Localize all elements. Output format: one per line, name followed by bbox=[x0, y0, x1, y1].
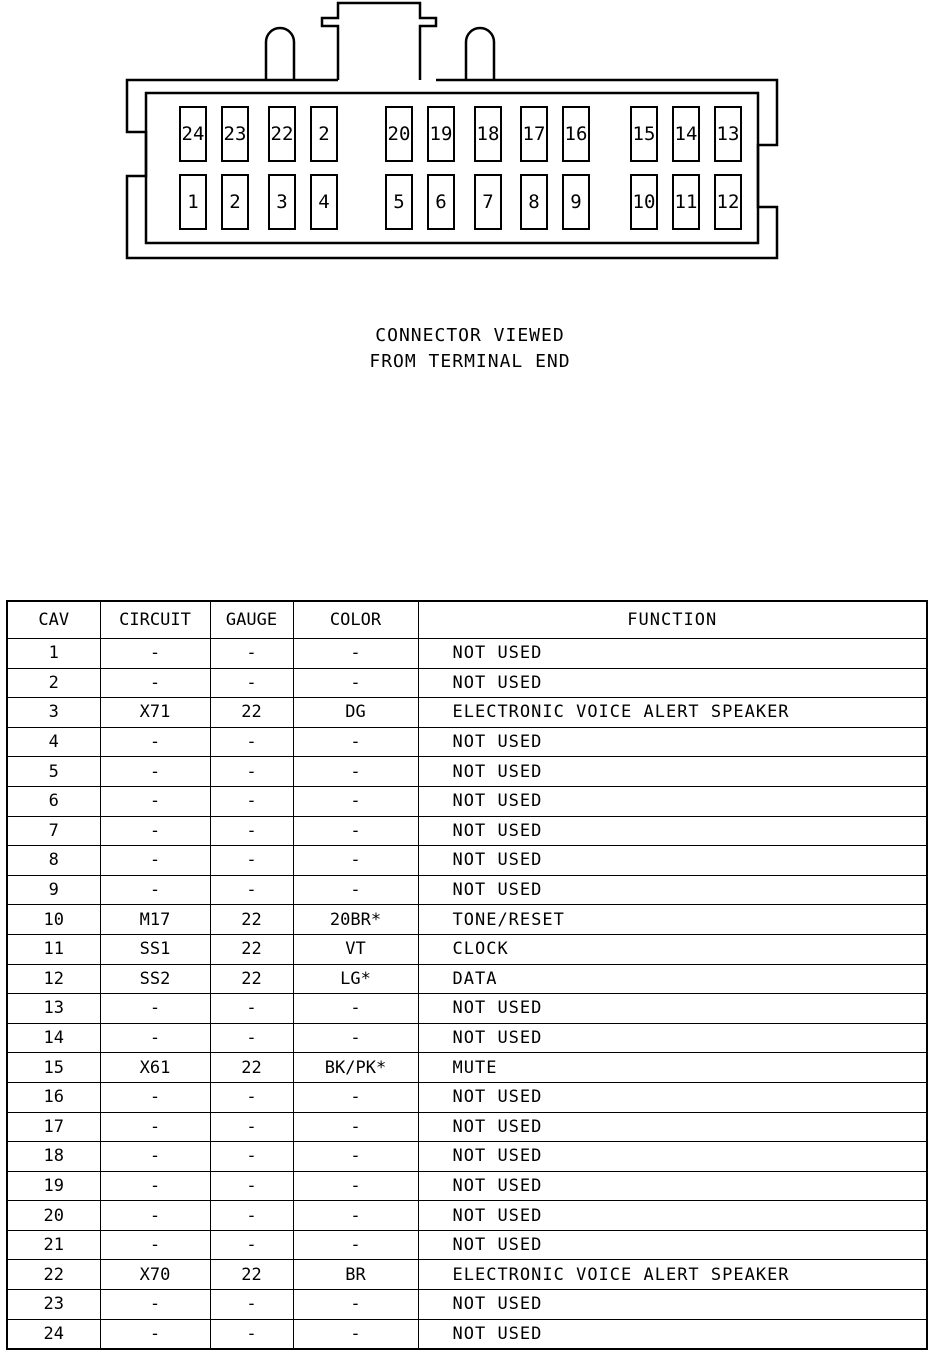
cell-gauge: - bbox=[210, 1201, 293, 1231]
pin-cavity bbox=[521, 107, 547, 161]
cell-function: MUTE bbox=[418, 1053, 927, 1083]
cell-color: BK/PK* bbox=[293, 1053, 418, 1083]
cell-color: DG bbox=[293, 698, 418, 728]
table-row bbox=[7, 786, 927, 816]
cell-cav: 8 bbox=[7, 846, 100, 876]
cell-function: NOT USED bbox=[418, 727, 927, 757]
pin-number: 12 bbox=[716, 191, 740, 213]
pin-cavity bbox=[269, 175, 295, 229]
pin-number: 22 bbox=[270, 123, 294, 145]
cell-cav: 22 bbox=[7, 1260, 100, 1290]
cell-gauge: - bbox=[210, 846, 293, 876]
cell-color: - bbox=[293, 1112, 418, 1142]
header-circuit: CIRCUIT bbox=[100, 601, 210, 639]
pin-cavity bbox=[715, 175, 741, 229]
pin-number: 7 bbox=[482, 191, 494, 213]
caption-line-1: CONNECTOR VIEWED bbox=[375, 325, 565, 346]
cell-cav: 16 bbox=[7, 1082, 100, 1112]
cell-function: NOT USED bbox=[418, 1082, 927, 1112]
cell-cav: 24 bbox=[7, 1319, 100, 1349]
cell-circuit: X61 bbox=[100, 1053, 210, 1083]
header-gauge: GAUGE bbox=[210, 601, 293, 639]
cell-gauge: - bbox=[210, 1290, 293, 1320]
pin-number: 16 bbox=[564, 123, 588, 145]
pin-number: 10 bbox=[632, 191, 656, 213]
table-row bbox=[7, 875, 927, 905]
cell-color: - bbox=[293, 786, 418, 816]
cell-gauge: - bbox=[210, 1023, 293, 1053]
cell-circuit: - bbox=[100, 816, 210, 846]
pin-number: 2 bbox=[229, 191, 241, 213]
cell-function: ELECTRONIC VOICE ALERT SPEAKER bbox=[418, 698, 927, 728]
cell-color: - bbox=[293, 1023, 418, 1053]
cell-circuit: - bbox=[100, 1201, 210, 1231]
pin-cavity bbox=[631, 107, 657, 161]
cell-color: - bbox=[293, 1082, 418, 1112]
table-row bbox=[7, 1023, 927, 1053]
header-color: COLOR bbox=[293, 601, 418, 639]
cell-cav: 20 bbox=[7, 1201, 100, 1231]
table-row bbox=[7, 846, 927, 876]
pin-number: 2 bbox=[318, 123, 330, 145]
cell-circuit: - bbox=[100, 1112, 210, 1142]
cell-color: VT bbox=[293, 934, 418, 964]
cell-gauge: - bbox=[210, 994, 293, 1024]
cell-gauge: - bbox=[210, 816, 293, 846]
cell-gauge: - bbox=[210, 1112, 293, 1142]
cell-cav: 18 bbox=[7, 1142, 100, 1172]
pin-cavity bbox=[475, 107, 501, 161]
cell-color: - bbox=[293, 1201, 418, 1231]
pin-cavity bbox=[386, 175, 412, 229]
cell-circuit: - bbox=[100, 994, 210, 1024]
cell-function: CLOCK bbox=[418, 934, 927, 964]
cell-function: NOT USED bbox=[418, 1142, 927, 1172]
cell-circuit: - bbox=[100, 668, 210, 698]
cell-gauge: - bbox=[210, 727, 293, 757]
table-row bbox=[7, 757, 927, 787]
cell-gauge: 22 bbox=[210, 934, 293, 964]
cell-color: - bbox=[293, 639, 418, 669]
table-row bbox=[7, 934, 927, 964]
cell-gauge: 22 bbox=[210, 964, 293, 994]
pin-number: 19 bbox=[429, 123, 453, 145]
cell-function: NOT USED bbox=[418, 846, 927, 876]
cell-function: NOT USED bbox=[418, 875, 927, 905]
pin-number: 23 bbox=[223, 123, 247, 145]
cell-circuit: - bbox=[100, 786, 210, 816]
cell-circuit: - bbox=[100, 1290, 210, 1320]
cell-cav: 13 bbox=[7, 994, 100, 1024]
cell-color: BR bbox=[293, 1260, 418, 1290]
cell-color: - bbox=[293, 757, 418, 787]
connector-left-tab bbox=[266, 28, 294, 80]
table-row bbox=[7, 964, 927, 994]
pin-cavity bbox=[311, 107, 337, 161]
cell-cav: 7 bbox=[7, 816, 100, 846]
cell-cav: 12 bbox=[7, 964, 100, 994]
cell-function: NOT USED bbox=[418, 1201, 927, 1231]
cell-color: - bbox=[293, 1142, 418, 1172]
table-row bbox=[7, 1319, 927, 1349]
pin-number: 6 bbox=[435, 191, 447, 213]
table-row bbox=[7, 1290, 927, 1320]
cell-function: NOT USED bbox=[418, 1171, 927, 1201]
connector-inner-face bbox=[146, 93, 758, 243]
cell-cav: 21 bbox=[7, 1230, 100, 1260]
cell-function: NOT USED bbox=[418, 816, 927, 846]
connector-right-tab bbox=[466, 28, 494, 80]
cell-function: TONE/RESET bbox=[418, 905, 927, 935]
cell-gauge: - bbox=[210, 1230, 293, 1260]
cell-circuit: - bbox=[100, 1142, 210, 1172]
cell-gauge: - bbox=[210, 1142, 293, 1172]
cell-function: NOT USED bbox=[418, 757, 927, 787]
pin-number: 14 bbox=[674, 123, 698, 145]
table-row bbox=[7, 1142, 927, 1172]
pin-cavity bbox=[673, 107, 699, 161]
pin-cavity bbox=[631, 175, 657, 229]
table-header-row bbox=[7, 601, 927, 639]
cell-gauge: - bbox=[210, 1319, 293, 1349]
cell-circuit: SS2 bbox=[100, 964, 210, 994]
table-row bbox=[7, 668, 927, 698]
cell-cav: 14 bbox=[7, 1023, 100, 1053]
cell-color: - bbox=[293, 1319, 418, 1349]
cell-cav: 9 bbox=[7, 875, 100, 905]
cell-circuit: SS1 bbox=[100, 934, 210, 964]
table-row bbox=[7, 1230, 927, 1260]
pin-number: 13 bbox=[716, 123, 740, 145]
table-row bbox=[7, 994, 927, 1024]
pins-top-row bbox=[180, 107, 741, 161]
pin-number: 18 bbox=[476, 123, 500, 145]
pin-cavity bbox=[180, 175, 206, 229]
cell-color: - bbox=[293, 668, 418, 698]
cell-function: NOT USED bbox=[418, 1112, 927, 1142]
cell-function: NOT USED bbox=[418, 668, 927, 698]
cell-function: DATA bbox=[418, 964, 927, 994]
table-row bbox=[7, 1082, 927, 1112]
cell-function: ELECTRONIC VOICE ALERT SPEAKER bbox=[418, 1260, 927, 1290]
table-row bbox=[7, 639, 927, 669]
cell-cav: 19 bbox=[7, 1171, 100, 1201]
cell-function: NOT USED bbox=[418, 994, 927, 1024]
pin-number: 15 bbox=[632, 123, 656, 145]
pin-cavity bbox=[428, 107, 454, 161]
pin-cavity bbox=[311, 175, 337, 229]
cell-cav: 15 bbox=[7, 1053, 100, 1083]
cell-color: - bbox=[293, 846, 418, 876]
cell-color: - bbox=[293, 816, 418, 846]
cell-function: NOT USED bbox=[418, 639, 927, 669]
cell-cav: 11 bbox=[7, 934, 100, 964]
table-row bbox=[7, 905, 927, 935]
pin-number: 1 bbox=[187, 191, 199, 213]
cell-circuit: - bbox=[100, 1319, 210, 1349]
table-row bbox=[7, 1171, 927, 1201]
pin-cavity bbox=[180, 107, 206, 161]
cell-gauge: 22 bbox=[210, 1260, 293, 1290]
cell-function: NOT USED bbox=[418, 786, 927, 816]
cell-cav: 4 bbox=[7, 727, 100, 757]
table-row bbox=[7, 1201, 927, 1231]
cell-cav: 3 bbox=[7, 698, 100, 728]
cell-color: - bbox=[293, 1171, 418, 1201]
cell-color: - bbox=[293, 727, 418, 757]
cell-gauge: 22 bbox=[210, 698, 293, 728]
cell-circuit: - bbox=[100, 1230, 210, 1260]
pin-number: 24 bbox=[181, 123, 205, 145]
connector-diagram bbox=[0, 0, 944, 300]
pin-cavity bbox=[222, 107, 248, 161]
pin-cavity bbox=[563, 107, 589, 161]
pin-number: 9 bbox=[570, 191, 582, 213]
cell-gauge: - bbox=[210, 668, 293, 698]
cell-gauge: - bbox=[210, 1082, 293, 1112]
pins-bottom-row bbox=[180, 175, 741, 229]
cell-color: 20BR* bbox=[293, 905, 418, 935]
cell-cav: 5 bbox=[7, 757, 100, 787]
cell-function: NOT USED bbox=[418, 1319, 927, 1349]
cell-gauge: - bbox=[210, 786, 293, 816]
cell-function: NOT USED bbox=[418, 1023, 927, 1053]
cell-cav: 1 bbox=[7, 639, 100, 669]
pin-cavity bbox=[673, 175, 699, 229]
cell-color: LG* bbox=[293, 964, 418, 994]
table-row bbox=[7, 1112, 927, 1142]
table-row bbox=[7, 1260, 927, 1290]
pin-number: 20 bbox=[387, 123, 411, 145]
pin-cavity bbox=[475, 175, 501, 229]
cell-circuit: X71 bbox=[100, 698, 210, 728]
cell-cav: 6 bbox=[7, 786, 100, 816]
table-row bbox=[7, 1053, 927, 1083]
cell-cav: 17 bbox=[7, 1112, 100, 1142]
cell-circuit: - bbox=[100, 1023, 210, 1053]
cell-circuit: - bbox=[100, 727, 210, 757]
cell-gauge: - bbox=[210, 875, 293, 905]
pin-cavity bbox=[715, 107, 741, 161]
cell-gauge: 22 bbox=[210, 905, 293, 935]
pin-number: 8 bbox=[528, 191, 540, 213]
cell-circuit: - bbox=[100, 875, 210, 905]
pin-number: 17 bbox=[522, 123, 546, 145]
table-row bbox=[7, 816, 927, 846]
header-function: FUNCTION bbox=[418, 601, 927, 639]
cavity-table bbox=[6, 600, 928, 1350]
cell-circuit: - bbox=[100, 639, 210, 669]
cell-circuit: - bbox=[100, 846, 210, 876]
cell-cav: 23 bbox=[7, 1290, 100, 1320]
cell-cav: 2 bbox=[7, 668, 100, 698]
cell-function: NOT USED bbox=[418, 1290, 927, 1320]
cell-gauge: - bbox=[210, 757, 293, 787]
pin-cavity bbox=[222, 175, 248, 229]
table-row bbox=[7, 698, 927, 728]
pin-cavity bbox=[521, 175, 547, 229]
cell-gauge: - bbox=[210, 1171, 293, 1201]
cell-circuit: X70 bbox=[100, 1260, 210, 1290]
pin-cavity bbox=[269, 107, 295, 161]
cell-color: - bbox=[293, 1230, 418, 1260]
pin-number: 3 bbox=[276, 191, 288, 213]
pin-number: 5 bbox=[393, 191, 405, 213]
pin-number: 11 bbox=[674, 191, 698, 213]
cell-circuit: - bbox=[100, 757, 210, 787]
pin-cavity bbox=[563, 175, 589, 229]
pin-cavity bbox=[386, 107, 412, 161]
pin-number: 4 bbox=[318, 191, 330, 213]
cell-circuit: M17 bbox=[100, 905, 210, 935]
cell-cav: 10 bbox=[7, 905, 100, 935]
cell-color: - bbox=[293, 875, 418, 905]
cell-circuit: - bbox=[100, 1171, 210, 1201]
pin-cavity bbox=[428, 175, 454, 229]
cell-color: - bbox=[293, 994, 418, 1024]
cell-gauge: - bbox=[210, 639, 293, 669]
header-cav: CAV bbox=[7, 601, 100, 639]
cell-color: - bbox=[293, 1290, 418, 1320]
cell-function: NOT USED bbox=[418, 1230, 927, 1260]
cell-circuit: - bbox=[100, 1082, 210, 1112]
cell-gauge: 22 bbox=[210, 1053, 293, 1083]
table-body bbox=[7, 639, 927, 1350]
caption-line-2: FROM TERMINAL END bbox=[369, 351, 571, 372]
table-row bbox=[7, 727, 927, 757]
connector-latch bbox=[322, 3, 436, 80]
